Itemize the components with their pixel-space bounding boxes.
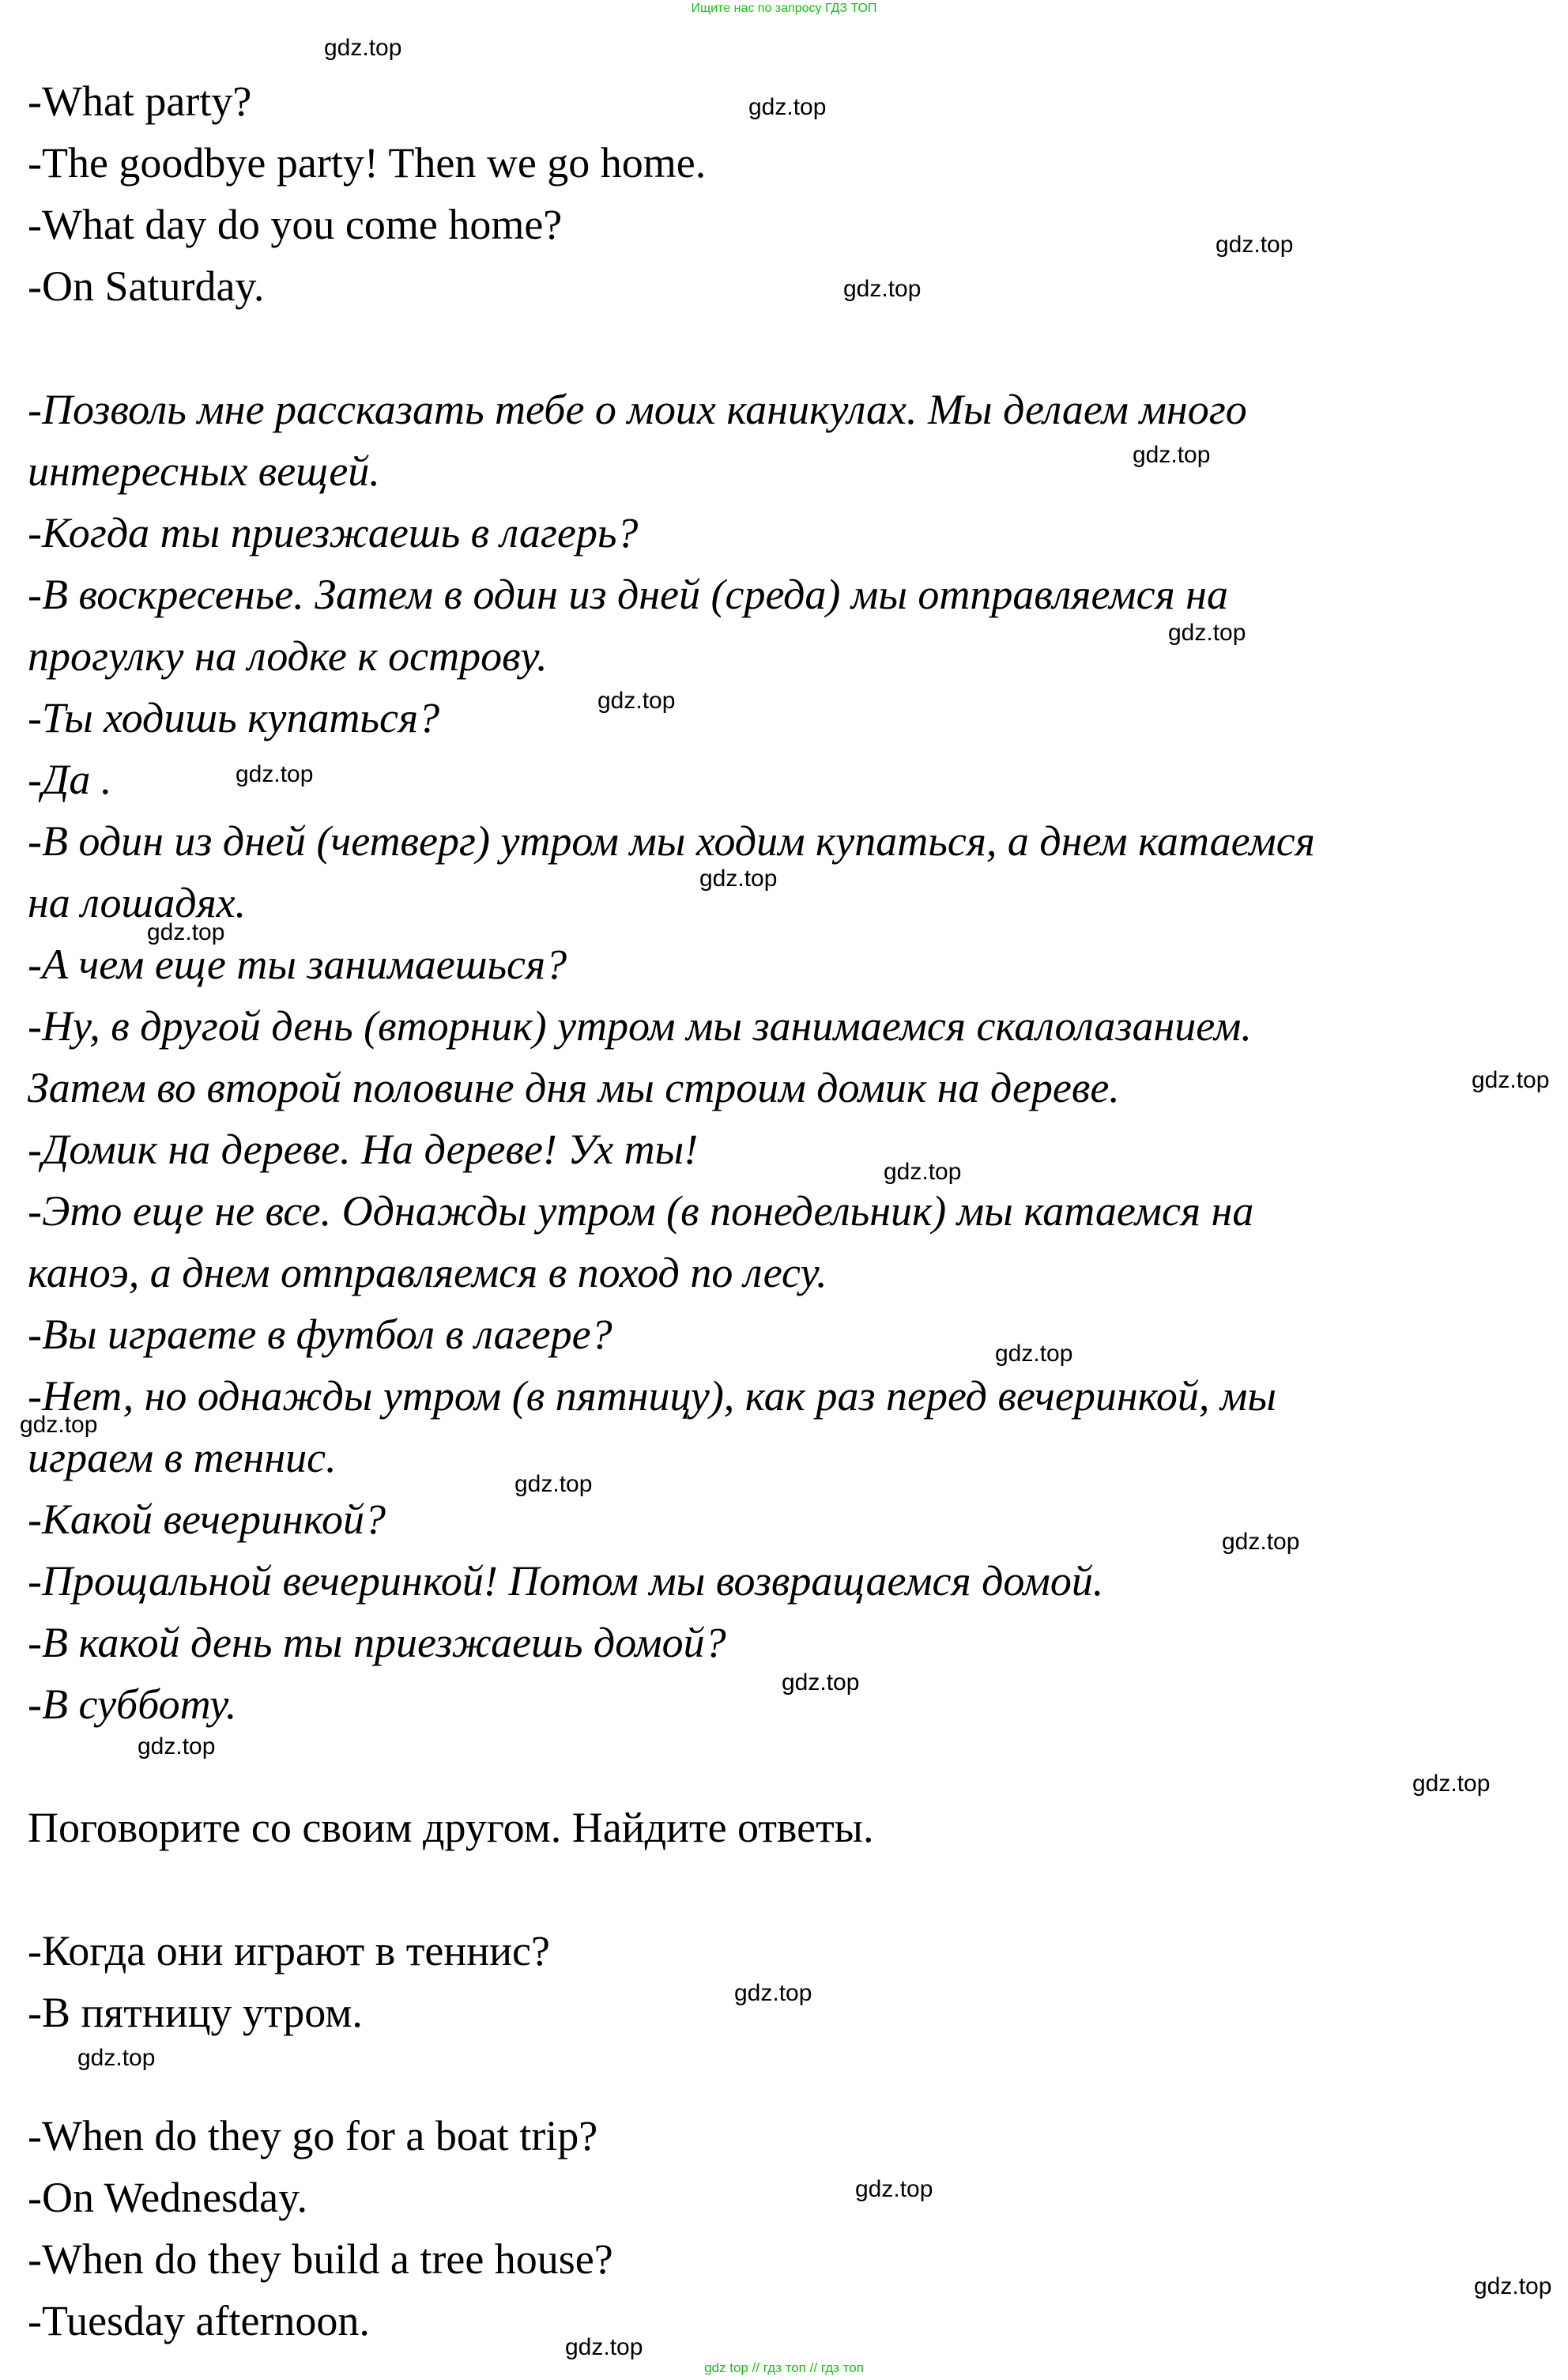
watermark: gdz.top [748, 94, 827, 120]
translation-line: -А чем еще ты занимаешься? [28, 941, 567, 988]
answer-line: -В пятницу утром. [28, 1989, 363, 2036]
watermark: gdz.top [1168, 620, 1246, 646]
watermark: gdz.top [884, 1159, 962, 1185]
watermark: gdz.top [1412, 1771, 1491, 1797]
translation-line: прогулку на лодке к острову. [28, 632, 548, 680]
watermark: gdz.top [565, 2334, 643, 2360]
translation-line: -Ну, в другой день (вторник) утром мы занимаемся скалолазанием. [28, 1002, 1252, 1050]
watermark: gdz.top [1216, 232, 1294, 258]
answer-line: -When do they go for a boat trip? [28, 2112, 598, 2159]
answer-line: -When do they build a tree house? [28, 2235, 613, 2283]
translation-line: -В субботу. [28, 1680, 237, 1728]
translation-line: -Позволь мне рассказать тебе о моих каникулах. Мы делаем много [28, 386, 1247, 433]
watermark: gdz.top [77, 2045, 156, 2071]
watermark: gdz.top [147, 919, 225, 945]
bottom-banner: gdz top // гдз топ // гдз топ [704, 2360, 864, 2375]
translation-line: на лошадях. [28, 879, 247, 926]
translation-line: -Прощальной вечеринкой! Потом мы возвращаемся домой. [28, 1557, 1104, 1605]
translation-line: -Да . [28, 756, 112, 803]
translation-line: -В какой день ты приезжаешь домой? [28, 1619, 726, 1666]
watermark: gdz.top [995, 1341, 1073, 1367]
translation-line: -Какой вечеринкой? [28, 1496, 386, 1543]
watermark: gdz.top [734, 1980, 812, 2006]
watermark: gdz.top [138, 1733, 216, 1760]
translation-line: -В один из дней (четверг) утром мы ходим купаться, а днем катаемся [28, 817, 1315, 865]
task-heading: Поговорите со своим другом. Найдите ответы. [28, 1804, 874, 1851]
watermark: gdz.top [324, 35, 402, 61]
watermark: gdz.top [597, 688, 676, 714]
translation-line: -Вы играете в футбол в лагере? [28, 1311, 612, 1358]
translation-line: -Нет, но однажды утром (в пятницу), как раз перед вечеринкой, мы [28, 1372, 1276, 1420]
translation-line: -В воскресенье. Затем в один из дней (среда) мы отправляемся на [28, 571, 1228, 618]
watermark: gdz.top [843, 276, 922, 302]
translation-line: -Когда ты приезжаешь в лагерь? [28, 509, 639, 556]
translation-line: Затем во второй половине дня мы строим домик на дереве. [28, 1064, 1120, 1111]
watermark: gdz.top [20, 1412, 98, 1438]
watermark: gdz.top [514, 1471, 593, 1497]
watermark: gdz.top [236, 761, 314, 787]
dialogue-line: -On Saturday. [28, 262, 265, 310]
watermark: gdz.top [1474, 2273, 1552, 2299]
dialogue-line: -What day do you come home? [28, 201, 563, 248]
top-banner: Ищите нас по запросу ГДЗ ТОП [691, 2, 877, 15]
translation-line: -Ты ходишь купаться? [28, 694, 440, 741]
dialogue-line: -The goodbye party! Then we go home. [28, 139, 707, 187]
dialogue-line: -What party? [28, 77, 252, 125]
watermark: gdz.top [1222, 1529, 1300, 1555]
answer-line: -Когда они играют в теннис? [28, 1927, 550, 1975]
watermark: gdz.top [855, 2176, 933, 2202]
answer-line: -On Wednesday. [28, 2174, 308, 2221]
answer-line: -Tuesday afternoon. [28, 2297, 370, 2344]
watermark: gdz.top [782, 1669, 860, 1695]
translation-line: играем в теннис. [28, 1434, 337, 1481]
watermark: gdz.top [1133, 442, 1211, 468]
translation-line: интересных вещей. [28, 447, 380, 495]
watermark: gdz.top [699, 866, 778, 892]
translation-line: -Домик на дереве. На дереве! Ух ты! [28, 1126, 699, 1173]
watermark: gdz.top [1472, 1067, 1550, 1093]
translation-line: -Это еще не все. Однажды утром (в понедельник) мы катаемся на [28, 1187, 1254, 1235]
translation-line: каноэ, а днем отправляемся в поход по лесу. [28, 1249, 827, 1296]
